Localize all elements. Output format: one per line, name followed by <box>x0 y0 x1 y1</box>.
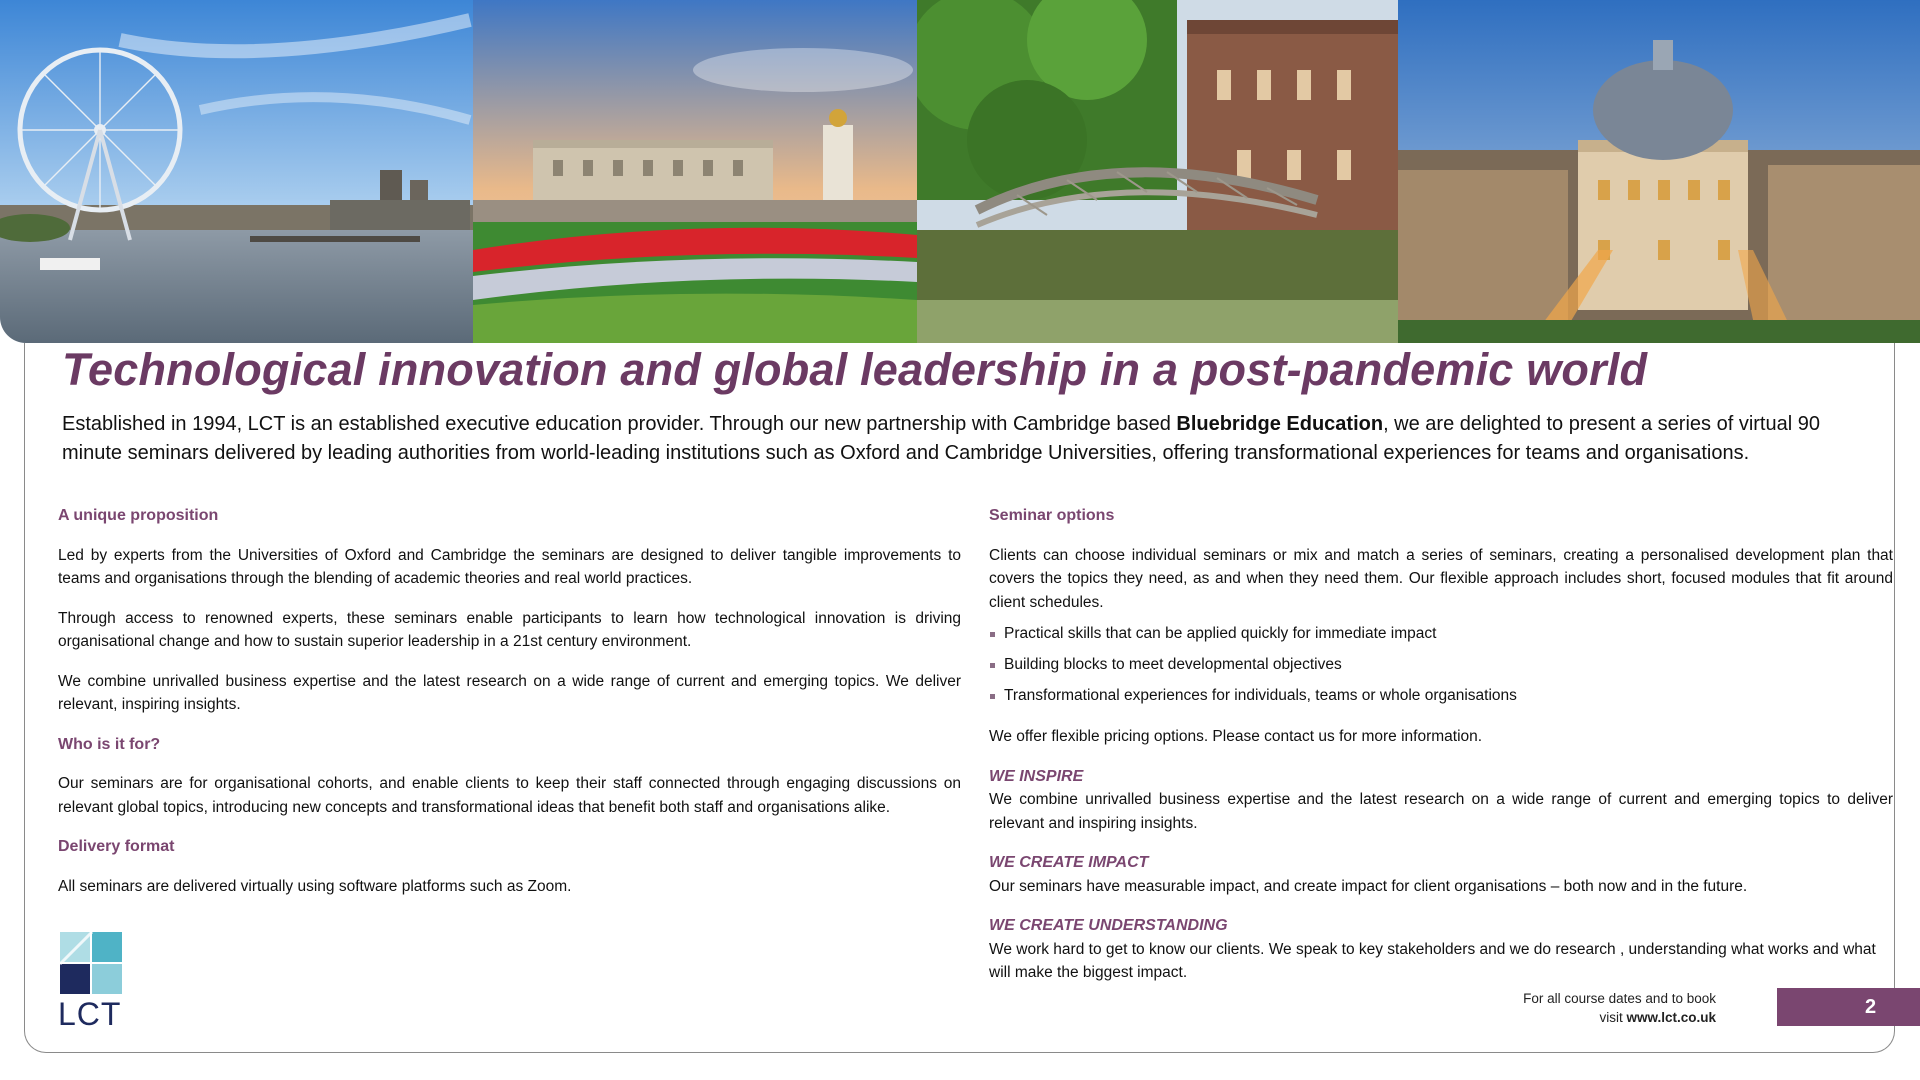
paragraph-renowned-experts: Through access to renowned experts, these seminars enable participants to learn how technological innovation is driving organisational change and how to sustain superior leadership in a 21st century environment. <box>58 609 961 650</box>
benefits-list <box>989 622 1893 708</box>
booking-visit-line <box>1523 1008 1716 1027</box>
intro-text-end: , we are delighted to present a series of virtual 90 minute seminars delivered by leading authorities from world-leading institutions such as Oxford and Cambridge Universities, offering transformational experiences for teams and organisations. <box>62 413 1820 464</box>
paragraph-we-create-understanding: We work hard to get to know our clients. We speak to key stakeholders and we do research , understanding what works and what will make the biggest impact. <box>989 940 1876 981</box>
london-eye-thames-photo <box>0 0 473 343</box>
heading-seminar-options: Seminar options <box>989 507 1115 524</box>
heading-delivery-format: Delivery format <box>58 838 175 855</box>
intro-paragraph <box>62 410 1852 468</box>
list-item: Transformational experiences for individuals, teams or whole organisations <box>989 684 1893 708</box>
heading-who-is-it-for: Who is it for? <box>58 735 161 753</box>
booking-line: For all course dates and to book <box>1523 991 1716 1006</box>
paragraph-combine-expertise: We combine unrivalled business expertise and the latest research on a wide range of current and emerging topics. We deliver relevant, inspiring insights. <box>58 672 961 713</box>
right-column <box>989 504 1893 985</box>
photo-banner <box>0 0 1920 343</box>
paragraph-clients-can-choose: Clients can choose individual seminars or mix and match a series of seminars, creating a personalised development plan that covers the topics they need, as and when they need them. Our flexible approach includes short, focused modules that fit around client schedules. <box>989 546 1893 611</box>
heading-we-create-understanding: WE CREATE UNDERSTANDING <box>989 917 1228 934</box>
intro-text-start: Established in 1994, LCT is an established executive education provider. Through our new partnership with Cambridge based <box>62 413 1177 435</box>
booking-info <box>1523 989 1716 1027</box>
lct-logo-text: LCT <box>58 996 122 1032</box>
cambridge-mathematical-bridge-photo <box>917 0 1398 343</box>
intro-partner-name: Bluebridge Education <box>1176 413 1384 435</box>
paragraph-led-by-experts: Led by experts from the Universities of Oxford and Cambridge the seminars are designed to deliver tangible improvements to teams and organisations through the blending of academic theories and real world practices. <box>58 546 961 587</box>
oxford-radcliffe-camera-photo <box>1398 0 1920 343</box>
paragraph-we-create-impact: Our seminars have measurable impact, and create impact for client organisations – both now and in the future. <box>989 877 1748 895</box>
list-item: Building blocks to meet developmental objectives <box>989 653 1893 677</box>
left-column <box>58 504 961 898</box>
paragraph-we-inspire: We combine unrivalled business expertise and the latest research on a wide range of current and emerging topics to deliver relevant and inspiring insights. <box>989 791 1893 832</box>
heading-we-create-impact: WE CREATE IMPACT <box>989 854 1149 871</box>
paragraph-pricing: We offer flexible pricing options. Please contact us for more information. <box>989 728 1483 745</box>
paragraph-delivered-virtually: All seminars are delivered virtually using software platforms such as Zoom. <box>58 877 572 895</box>
website-link[interactable]: www.lct.co.uk <box>1626 1010 1716 1025</box>
page-title: Technological innovation and global leadership in a post-pandemic world <box>62 344 1648 395</box>
list-item: Practical skills that can be applied quickly for immediate impact <box>989 622 1893 646</box>
visit-prefix: visit <box>1599 1010 1627 1025</box>
heading-unique-proposition: A unique proposition <box>58 507 219 524</box>
paragraph-organisational-cohorts: Our seminars are for organisational cohorts, and enable clients to keep their staff connected through engaging discussions on relevant global topics, introducing new concepts and transformational ideas that benefit both staff and organisations alike. <box>58 775 961 816</box>
page-number: 2 <box>1777 988 1920 1026</box>
buckingham-palace-gardens-photo <box>473 0 917 343</box>
heading-we-inspire: WE INSPIRE <box>989 767 1084 785</box>
